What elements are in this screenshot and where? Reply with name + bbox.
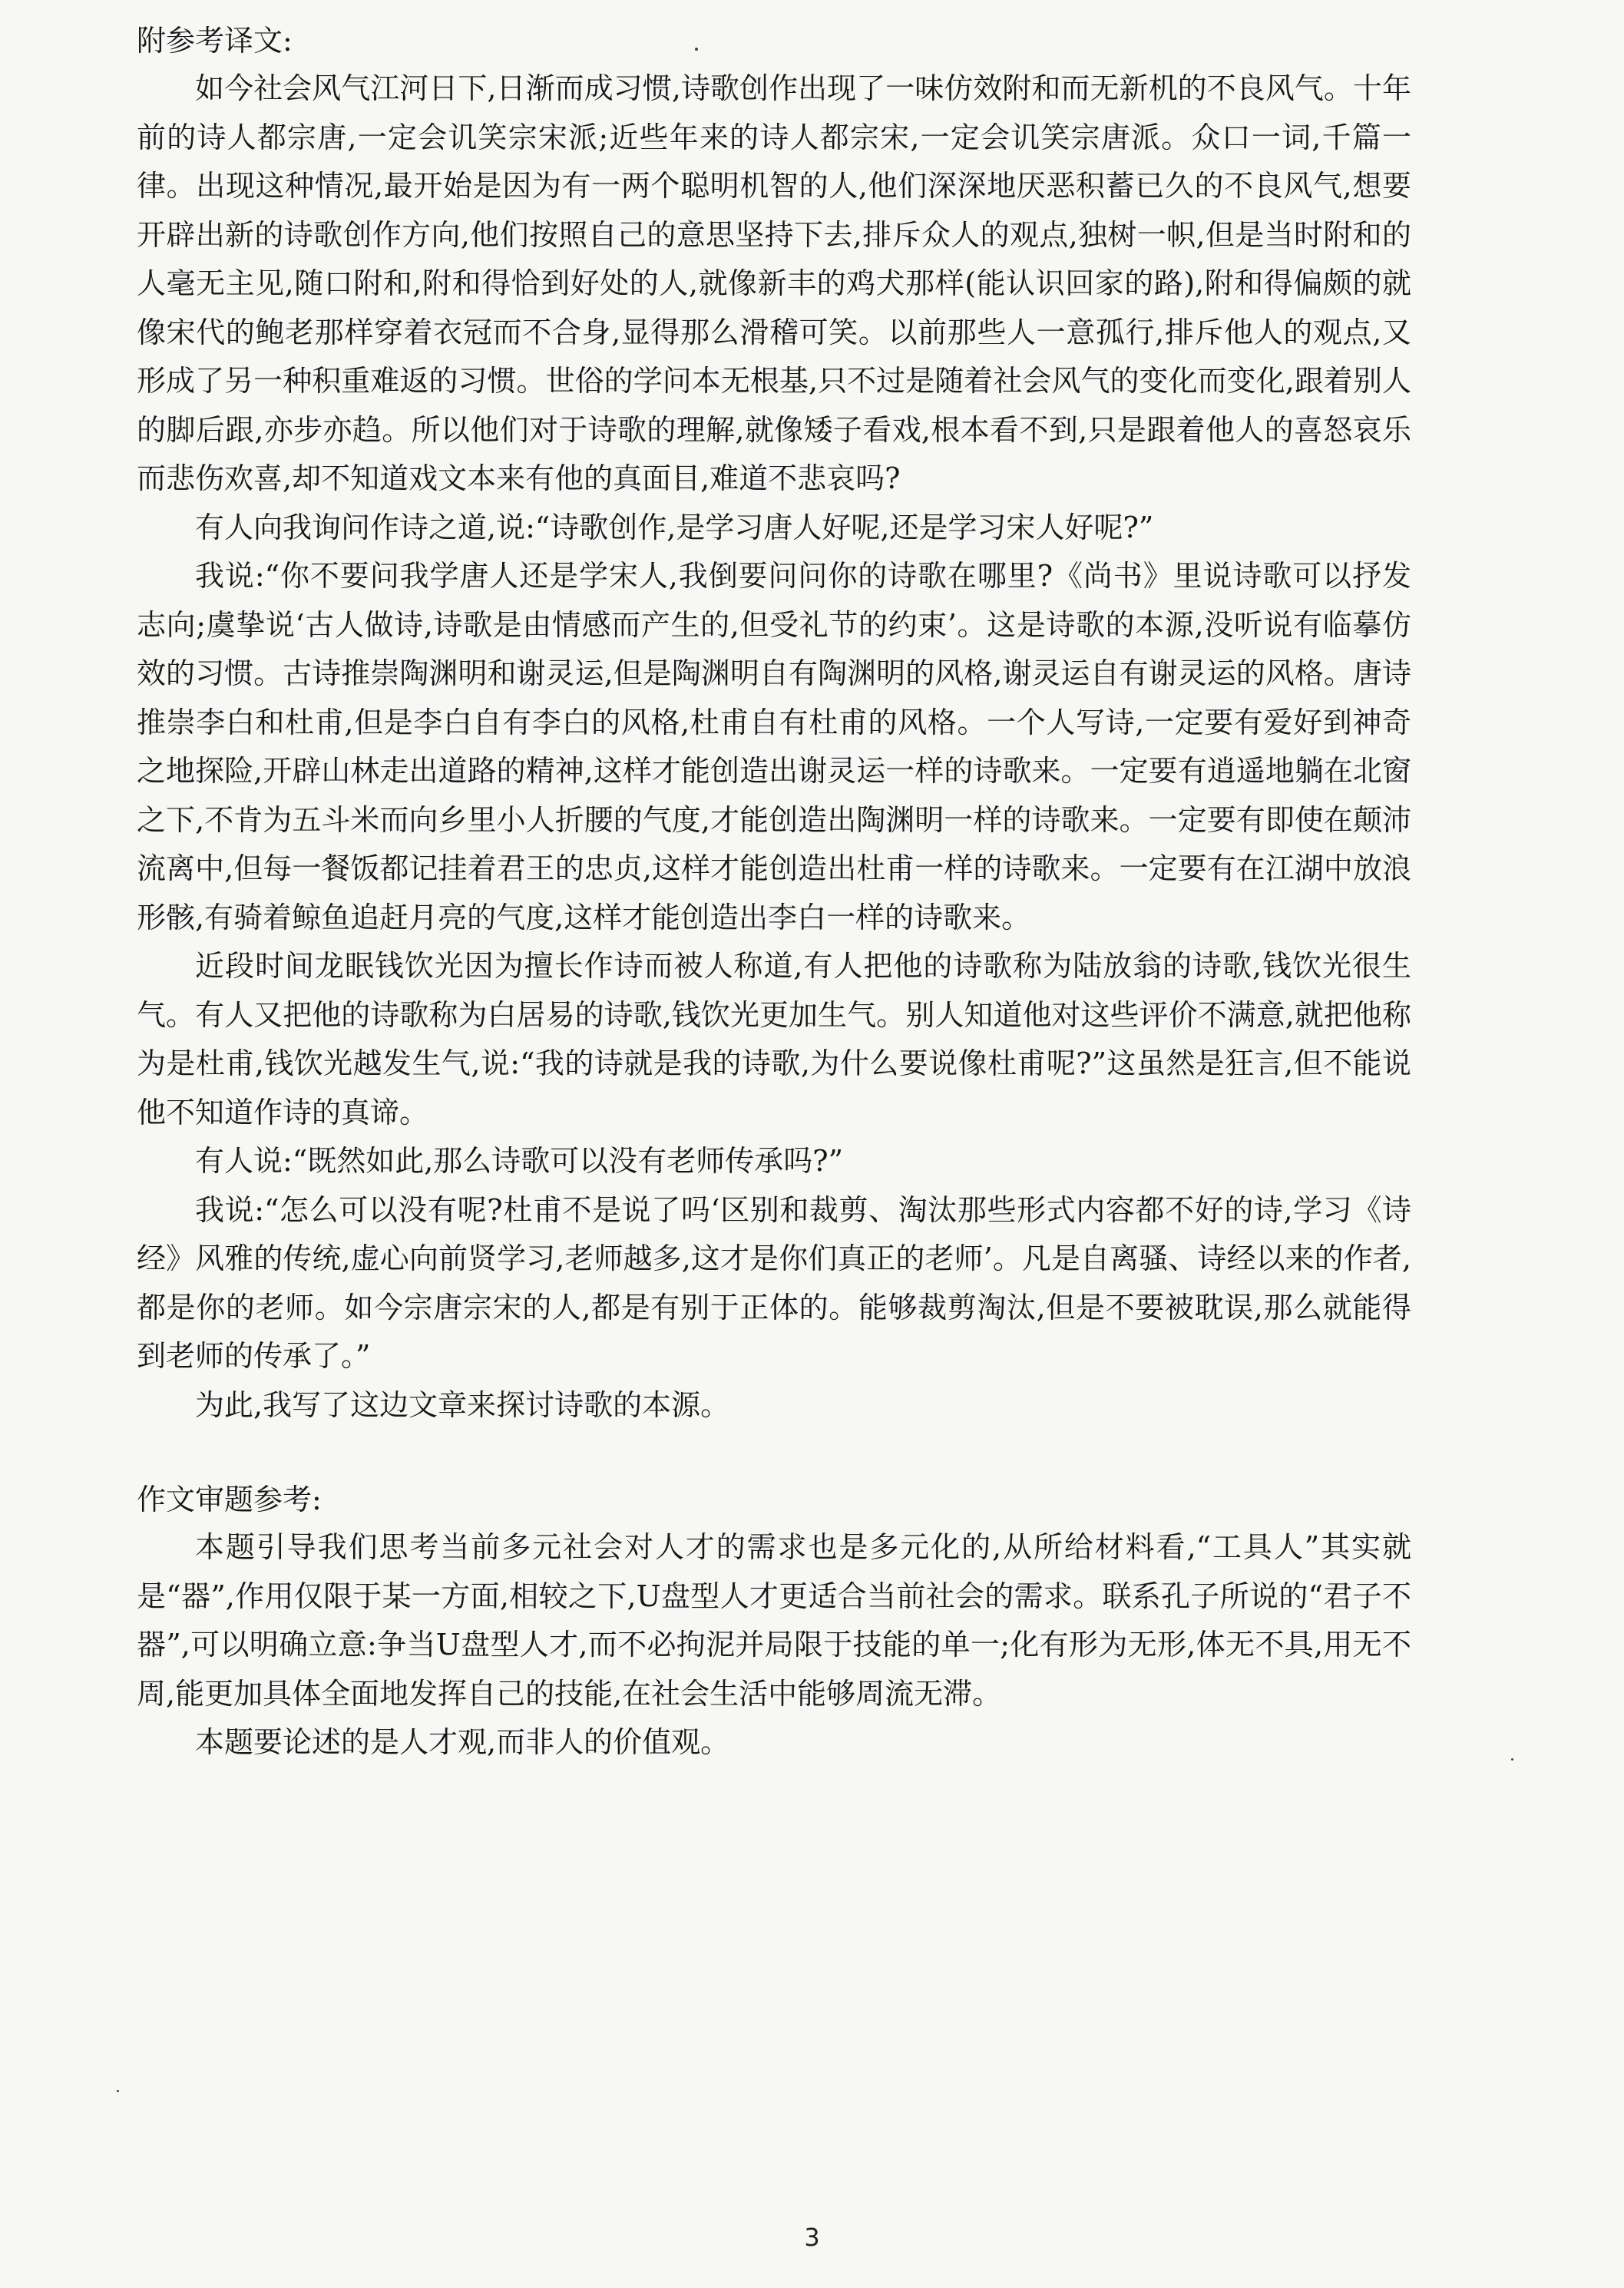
page-number: 3 (804, 2223, 820, 2252)
essay-guide-section (137, 1476, 1411, 1767)
translation-heading: 附参考译文: (137, 24, 293, 58)
scan-speck (117, 2090, 119, 2092)
paragraph: 有人说:“既然如此,那么诗歌可以没有老师传承吗?” (195, 1144, 844, 1178)
translation-section (137, 17, 1411, 1430)
paragraph: 为此,我写了这边文章来探讨诗歌的本源。 (195, 1387, 730, 1422)
paragraph: 如今社会风气江河日下,日渐而成习惯,诗歌创作出现了一味仿效附和而无新机的不良风气。十年前的诗人都宗唐,一定会讥笑宗宋派;近些年来的诗人都宗宋,一定会讥笑宗唐派。众口一词,千篇一律。出现这种情况,最开始是因为有一两个聪明机智的人,他们深深地厌恶积蓄已久的不良风气,想要开辟出新的诗歌创作方向,他们按照自己的意思坚持下去,排斥众人的观点,独树一帜,但是当时附和的人毫无主见,随口附和,附和得恰到好处的人,就像新丰的鸡犬那样(能认识回家的路),附和得偏颇的就像宋代的鲍老那样穿着衣冠而不合身,显得那么滑稽可笑。以前那些人一意孤行,排斥他人的观点,又形成了另一种积重难返的习惯。世俗的学问本无根基,只不过是随着社会风气的变化而变化,跟着别人的脚后跟,亦步亦趋。所以他们对于诗歌的理解,就像矮子看戏,根本看不到,只是跟着他人的喜怒哀乐而悲伤欢喜,却不知道戏文本来有他的真面目,难道不悲哀吗? (137, 71, 1411, 495)
paragraph: 近段时间龙眠钱饮光因为擅长作诗而被人称道,有人把他的诗歌称为陆放翁的诗歌,钱饮光很生气。有人又把他的诗歌称为白居易的诗歌,钱饮光更加生气。别人知道他对这些评价不满意,就把他称为是杜甫,钱饮光越发生气,说:“我的诗就是我的诗歌,为什么要说像杜甫呢?”这虽然是狂言,但不能说他不知道作诗的真谛。 (137, 949, 1411, 1129)
paragraph: 本题引导我们思考当前多元社会对人才的需求也是多元化的,从所给材料看,“工具人”其实就是“器”,作用仅限于某一方面,相较之下,U盘型人才更适合当前社会的需求。联系孔子所说的“君子不器”,可以明确立意:争当U盘型人才,而不必拘泥并局限于技能的单一;化有形为无形,体无不具,用无不周,能更加具体全面地发挥自己的技能,在社会生活中能够周流无滞。 (137, 1530, 1411, 1711)
paragraph: 有人向我询问作诗之道,说:“诗歌创作,是学习唐人好呢,还是学习宋人好呢?” (195, 510, 1154, 544)
paragraph: 本题要论述的是人才观,而非人的价值观。 (195, 1725, 730, 1759)
page-content (137, 17, 1411, 1767)
section-spacer (137, 1430, 1411, 1476)
essay-guide-heading: 作文审题参考: (137, 1483, 322, 1516)
paragraph: 我说:“怎么可以没有呢?杜甫不是说了吗‘区别和裁剪、淘汰那些形式内容都不好的诗,学习《诗经》风雅的传统,虚心向前贤学习,老师越多,这才是你们真正的老师’。凡是自离骚、诗经以来的作者,都是你的老师。如今宗唐宗宋的人,都是有别于正体的。能够裁剪淘汰,但是不要被耽误,那么就能得到老师的传承了。” (137, 1192, 1411, 1373)
scan-speck (695, 48, 698, 51)
paragraph: 我说:“你不要问我学唐人还是学宋人,我倒要问问你的诗歌在哪里?《尚书》里说诗歌可以抒发志向;虞挚说‘古人做诗,诗歌是由情感而产生的,但受礼节的约束’。这是诗歌的本源,没听说有临摹仿效的习惯。古诗推崇陶渊明和谢灵运,但是陶渊明自有陶渊明的风格,谢灵运自有谢灵运的风格。唐诗推崇李白和杜甫,但是李白自有李白的风格,杜甫自有杜甫的风格。一个人写诗,一定要有爱好到神奇之地探险,开辟山林走出道路的精神,这样才能创造出谢灵运一样的诗歌来。一定要有逍遥地躺在北窗之下,不肯为五斗米而向乡里小人折腰的气度,才能创造出陶渊明一样的诗歌来。一定要有即使在颠沛流离中,但每一餐饭都记挂着君王的忠贞,这样才能创造出杜甫一样的诗歌来。一定要有在江湖中放浪形骸,有骑着鲸鱼追赶月亮的气度,这样才能创造出李白一样的诗歌来。 (137, 559, 1411, 934)
scan-speck (1511, 1758, 1513, 1761)
